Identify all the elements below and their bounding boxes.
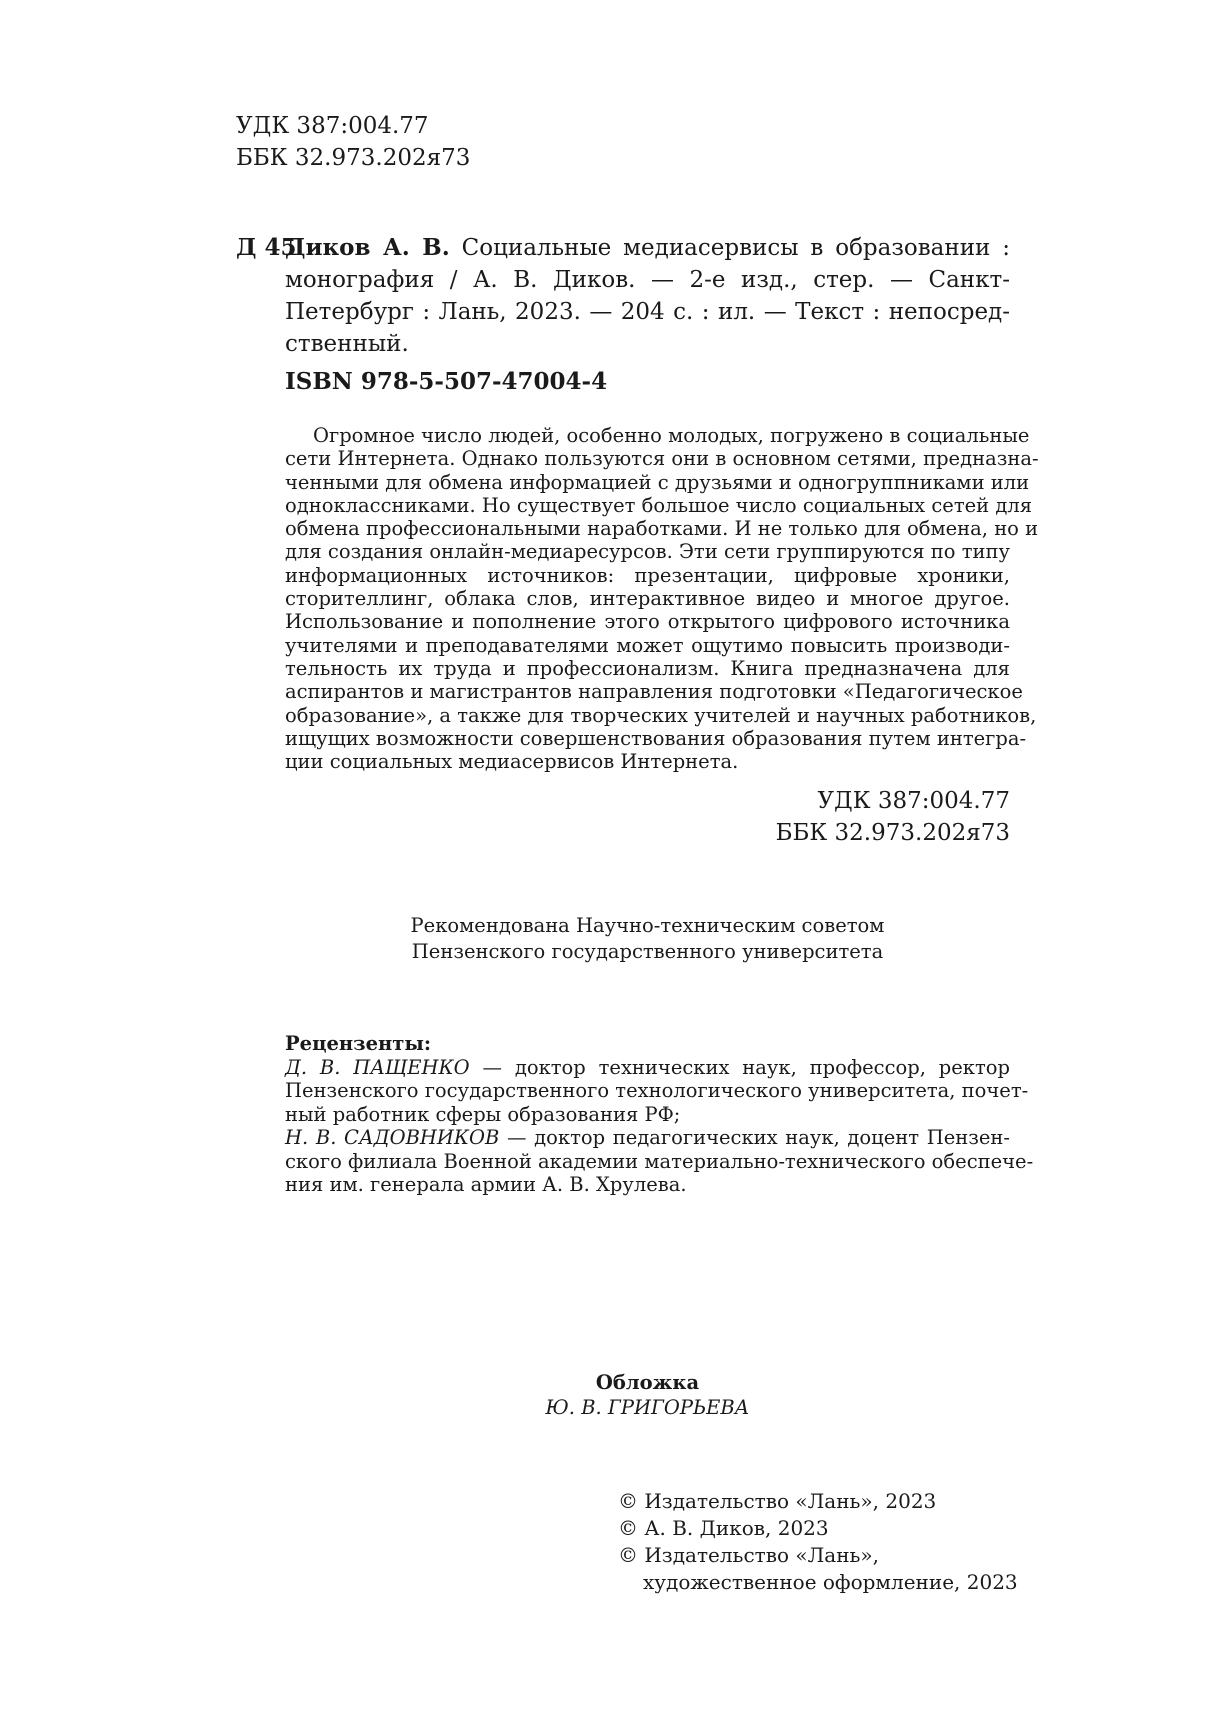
abstract-line: Огромное число людей, особенно молодых, погружено в социальные: [313, 424, 1030, 447]
abstract-line: тельность их труда и профессионализм. Книга предназначена для: [285, 656, 1010, 680]
reviewer-line: ный работник сферы образования РФ;: [285, 1102, 681, 1126]
bib-line: Петербург : Лань, 2023. — 204 с. : ил. — Текст : непосред-: [285, 299, 1010, 325]
reviewer-name: Д. В. ПАЩЕНКО: [285, 1055, 470, 1079]
author-sign: Д 45: [236, 234, 297, 261]
reviewer-line: — доктор технических наук, профессор, ректор: [469, 1055, 1010, 1079]
author-name: Диков А. В.: [285, 234, 450, 261]
reviewer-line: ния им. генерала армии А. В. Хрулева.: [285, 1173, 687, 1196]
abstract-line: ции социальных медиасервисов Интернета.: [285, 750, 739, 774]
reviewers-section: [285, 1032, 1034, 1197]
cover-artist: Ю. В. ГРИГОРЬЕВА: [545, 1396, 750, 1419]
cover-label: Обложка: [595, 1371, 700, 1394]
bibliographic-record: [285, 232, 1010, 360]
classification-codes-top: [236, 110, 470, 174]
cover-credit: [285, 1370, 1010, 1420]
copyright-block: [618, 1488, 1018, 1596]
abstract-line: учителями и преподавателями может ощутимо повысить производи-: [285, 633, 1010, 657]
abstract-line: обмена профессиональными наработками. И не только для обмена, но и: [285, 517, 1039, 541]
abstract-line: сторителлинг, облака слов, интерактивное видео и многое другое.: [285, 587, 1010, 611]
recommendation-line: Пензенского государственного университета: [411, 940, 884, 963]
abstract-line: Использование и пополнение этого открытого цифрового источника: [285, 610, 1010, 634]
abstract-line: сети Интернета. Однако пользуются они в основном сетями, предназна-: [285, 447, 1039, 471]
abstract: [285, 424, 1039, 774]
bib-line: Социальные медиасервисы в образовании :: [449, 235, 1011, 261]
bbk-code: ББК 32.973.202я73: [236, 145, 471, 171]
recommendation-line: Рекомендована Научно-техническим советом: [410, 914, 885, 937]
abstract-line: ищущих возможности совершенствования образования путем интегра-: [285, 726, 1027, 750]
bib-line: ственный.: [285, 331, 409, 357]
abstract-line: одноклассниками. Но существует большое число социальных сетей для: [285, 493, 1033, 517]
abstract-line: аспирантов и магистрантов направления подготовки «Педагогическое: [285, 680, 1023, 704]
copyright-line: художественное оформление, 2023: [643, 1570, 1018, 1594]
abstract-line: информационных источников: презентации, цифровые хроники,: [285, 563, 1010, 587]
isbn: ISBN 978-5-507-47004-4: [285, 368, 608, 395]
udk-code: УДК 387:004.77: [236, 113, 429, 139]
abstract-line: для создания онлайн-медиаресурсов. Эти сети группируются по типу: [285, 540, 1010, 564]
copyright-line: © Издательство «Лань», 2023: [618, 1489, 937, 1513]
reviewer-line: Пензенского государственного технологического университета, почет-: [285, 1079, 1029, 1102]
copyright-line: © Издательство «Лань»,: [618, 1543, 880, 1567]
udk-code: УДК 387:004.77: [817, 788, 1010, 814]
bib-line: монография / А. В. Диков. — 2-е изд., стер. — Санкт-: [285, 267, 1010, 293]
reviewers-heading: Рецензенты:: [285, 1032, 432, 1055]
copyright-line: © А. В. Диков, 2023: [618, 1516, 829, 1540]
reviewer-name: Н. В. САДОВНИКОВ: [285, 1126, 500, 1149]
bbk-code: ББК 32.973.202я73: [775, 820, 1010, 846]
recommendation: [285, 913, 1010, 965]
classification-codes-bottom: [776, 785, 1010, 849]
reviewer-line: — доктор педагогических наук, доцент Пензен-: [499, 1126, 1010, 1149]
reviewer-line: ского филиала Военной академии материально-технического обеспече-: [285, 1149, 1034, 1173]
abstract-line: ченными для обмена информацией с друзьями и одногруппниками или: [285, 470, 1030, 494]
abstract-line: образование», а также для творческих учителей и научных работников,: [285, 703, 1037, 727]
